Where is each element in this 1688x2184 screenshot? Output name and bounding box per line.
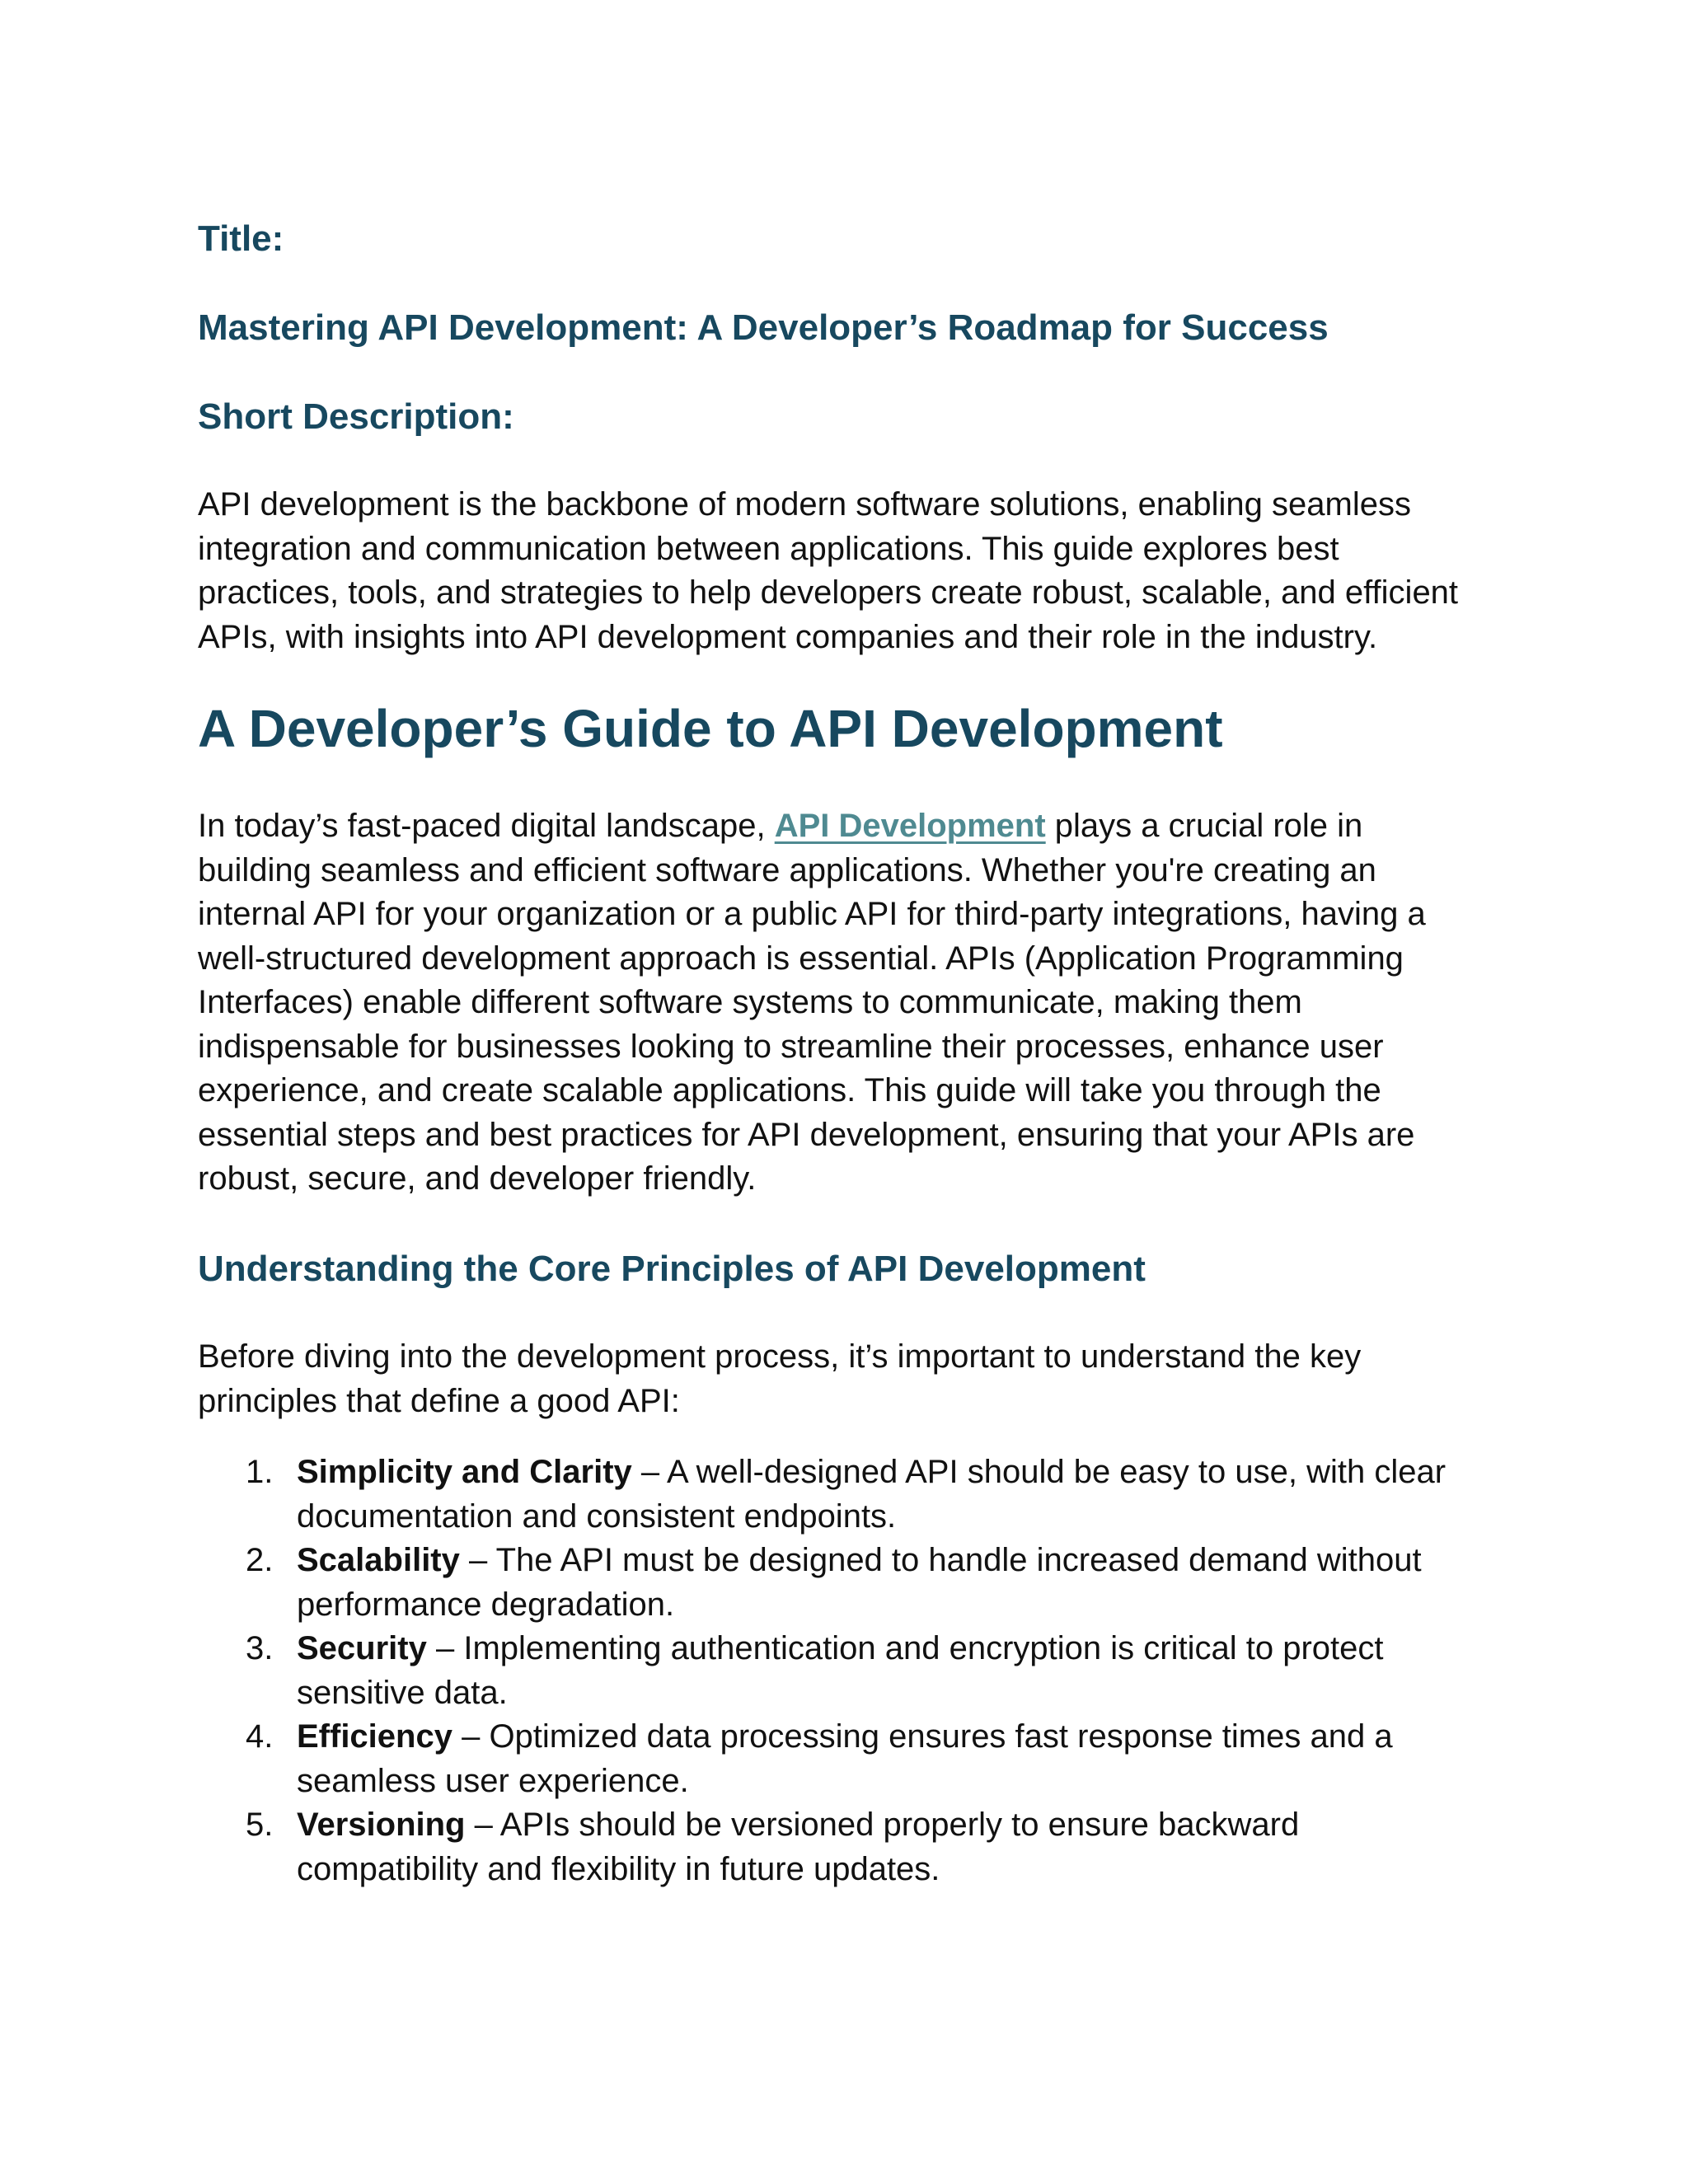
- short-description: [198, 483, 1500, 659]
- principles-intro-line: principles that define a good API:: [198, 1382, 680, 1419]
- principles-list: [198, 1451, 1500, 1891]
- intro-line: essential steps and best practices for API development, ensuring that your APIs are: [198, 1116, 1415, 1153]
- principle-term: Simplicity and Clarity: [297, 1454, 632, 1490]
- intro-line: well-structured development approach is essential. APIs (Application Programming: [198, 940, 1404, 977]
- intro-line: building seamless and efficient software applications. Whether you're creating an: [198, 851, 1376, 888]
- principles-intro-line: Before diving into the development process, it’s important to understand the key: [198, 1338, 1362, 1375]
- intro-line: indispensable for businesses looking to streamline their processes, enhance user: [198, 1028, 1384, 1065]
- list-number: 1.: [246, 1454, 274, 1490]
- short-description-line: APIs, with insights into API development companies and their role in the industry.: [198, 618, 1378, 655]
- short-description-line: API development is the backbone of modern software solutions, enabling seamless: [198, 486, 1411, 523]
- list-number: 2.: [246, 1542, 274, 1578]
- intro-line: robust, secure, and developer friendly.: [198, 1160, 757, 1197]
- list-item-line: sensitive data.: [297, 1674, 508, 1711]
- intro-line1-before: In today’s fast-paced digital landscape,: [198, 808, 775, 844]
- document-title: Mastering API Development: A Developer’s Roadmap for Success: [198, 307, 1329, 348]
- intro-line: experience, and create scalable applications. This guide will take you through the: [198, 1072, 1381, 1108]
- principle-text: – Implementing authentication and encryption is critical to protect: [426, 1630, 1384, 1666]
- list-item-line: compatibility and flexibility in future updates.: [297, 1850, 940, 1887]
- list-item-line: seamless user experience.: [297, 1762, 689, 1799]
- principle-term: Scalability: [297, 1542, 460, 1578]
- list-number: 3.: [246, 1630, 274, 1666]
- list-item-line: [297, 1627, 1500, 1671]
- short-description-line: practices, tools, and strategies to help developers create robust, scalable, and efficient: [198, 574, 1459, 611]
- list-number: 4.: [246, 1718, 274, 1755]
- short-description-label: Short Description:: [198, 396, 514, 437]
- list-item-line: performance degradation.: [297, 1586, 675, 1623]
- list-item: [198, 1715, 1500, 1803]
- list-item-line: documentation and consistent endpoints.: [297, 1497, 897, 1535]
- principle-term: Versioning: [297, 1807, 466, 1843]
- intro-line: internal API for your organization or a public API for third-party integrations, having a: [198, 896, 1426, 932]
- principle-text: – A well-designed API should be easy to use, with clear: [631, 1454, 1447, 1490]
- principle-term: Security: [297, 1630, 427, 1666]
- api-development-link[interactable]: API Development: [774, 808, 1046, 844]
- principles-intro: [198, 1335, 1500, 1423]
- list-item: [198, 1451, 1500, 1539]
- list-item-line: [297, 1715, 1500, 1760]
- list-item: [198, 1803, 1500, 1891]
- principle-text: – Optimized data processing ensures fast response times and a: [452, 1718, 1393, 1755]
- intro-line: [198, 804, 1500, 849]
- title-label: Title:: [198, 218, 284, 259]
- list-item-line: [297, 1451, 1500, 1495]
- list-item: [198, 1627, 1500, 1715]
- short-description-line: integration and communication between applications. This guide explores best: [198, 530, 1339, 567]
- list-item: [198, 1539, 1500, 1627]
- principles-heading: Understanding the Core Principles of API Development: [198, 1249, 1146, 1289]
- principle-text: – The API must be designed to handle increased demand without: [459, 1542, 1422, 1578]
- principle-text: – APIs should be versioned properly to ensure backward: [465, 1807, 1300, 1843]
- intro-line: Interfaces) enable different software systems to communicate, making them: [198, 984, 1302, 1020]
- guide-heading: A Developer’s Guide to API Development: [198, 699, 1223, 758]
- list-item-line: [297, 1539, 1500, 1583]
- principle-term: Efficiency: [297, 1718, 452, 1755]
- intro-line1-after: plays a crucial role in: [1045, 808, 1363, 844]
- intro-paragraph: [198, 804, 1500, 1202]
- list-item-line: [297, 1803, 1500, 1848]
- list-number: 5.: [246, 1807, 274, 1843]
